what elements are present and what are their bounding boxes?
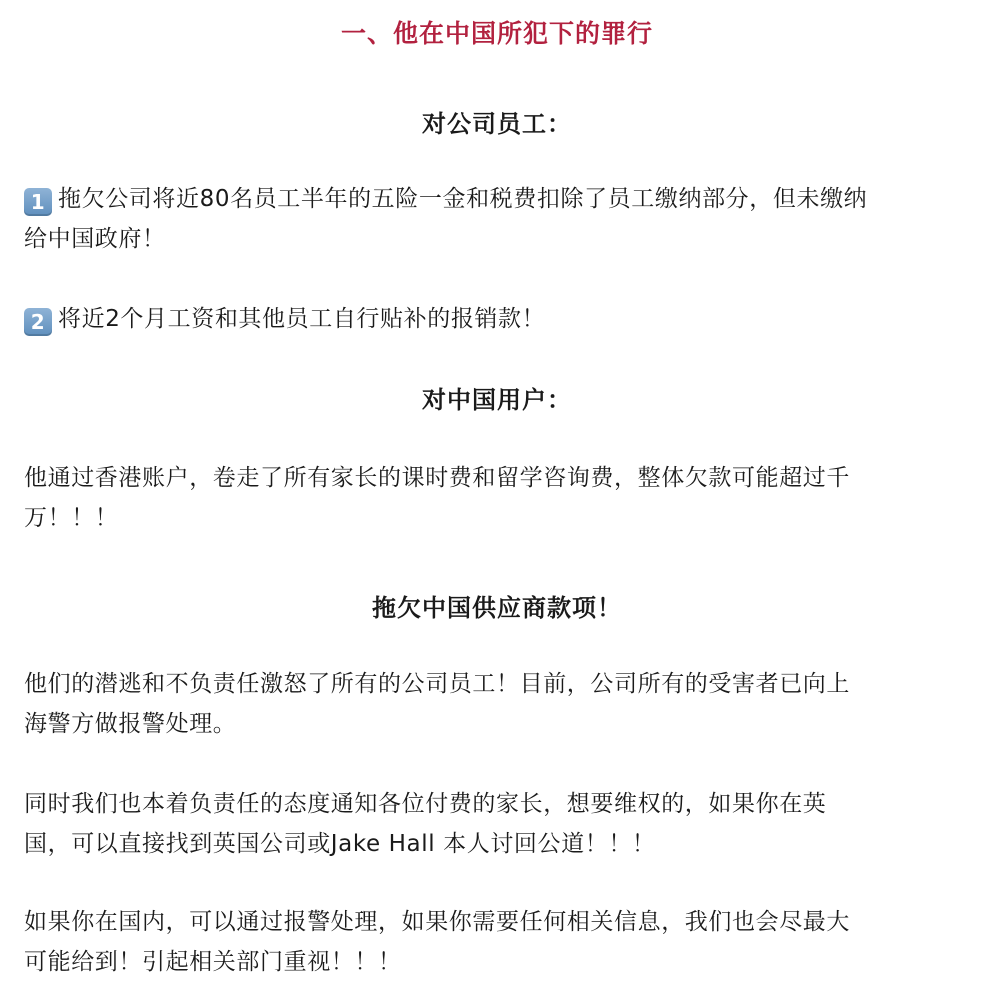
users-paragraph-line-2: 万！！！ [24, 505, 119, 531]
employees-item-2-text: 将近2个月工资和其他员工自行贴补的报销款！ [58, 306, 546, 332]
number-2-keycap-icon: 2 [24, 308, 52, 336]
employees-item-1-text: 拖欠公司将近80名员工半年的五险一金和税费扣除了员工缴纳部分，但未缴纳 [58, 186, 868, 212]
employees-item-1-line-1 [24, 179, 970, 219]
section-title: 一、他在中国所犯下的罪行 [340, 19, 653, 48]
users-paragraph [24, 458, 970, 538]
number-1-keycap-icon: 1 [24, 188, 52, 216]
paragraph-2 [24, 784, 970, 864]
users-heading: 对中国用户： [422, 386, 572, 414]
paragraph-3 [24, 902, 970, 982]
employees-item-1-line-2: 给中国政府！ [24, 226, 166, 252]
paragraph-2-line-2: 国，可以直接找到英国公司或Jake Hall 本人讨回公道！！！ [24, 831, 656, 857]
employees-heading: 对公司员工： [422, 110, 572, 138]
employees-item-2-line-1 [24, 299, 970, 339]
suppliers-heading: 拖欠中国供应商款项！ [372, 594, 622, 622]
users-paragraph-line-1: 他通过香港账户，卷走了所有家长的课时费和留学咨询费，整体欠款可能超过千 [24, 465, 850, 491]
paragraph-1 [24, 664, 970, 744]
paragraph-2-line-1: 同时我们也本着负责任的态度通知各位付费的家长，想要维权的，如果你在英 [24, 791, 827, 817]
paragraph-1-line-2: 海警方做报警处理。 [24, 711, 237, 737]
paragraph-3-line-2: 可能给到！引起相关部门重视！！！ [24, 949, 402, 975]
employees-item-1 [24, 179, 970, 259]
paragraph-3-line-1: 如果你在国内，可以通过报警处理，如果你需要任何相关信息，我们也会尽最大 [24, 909, 850, 935]
paragraph-1-line-1: 他们的潜逃和不负责任激怒了所有的公司员工！目前，公司所有的受害者已向上 [24, 671, 850, 697]
employees-item-2 [24, 299, 970, 339]
